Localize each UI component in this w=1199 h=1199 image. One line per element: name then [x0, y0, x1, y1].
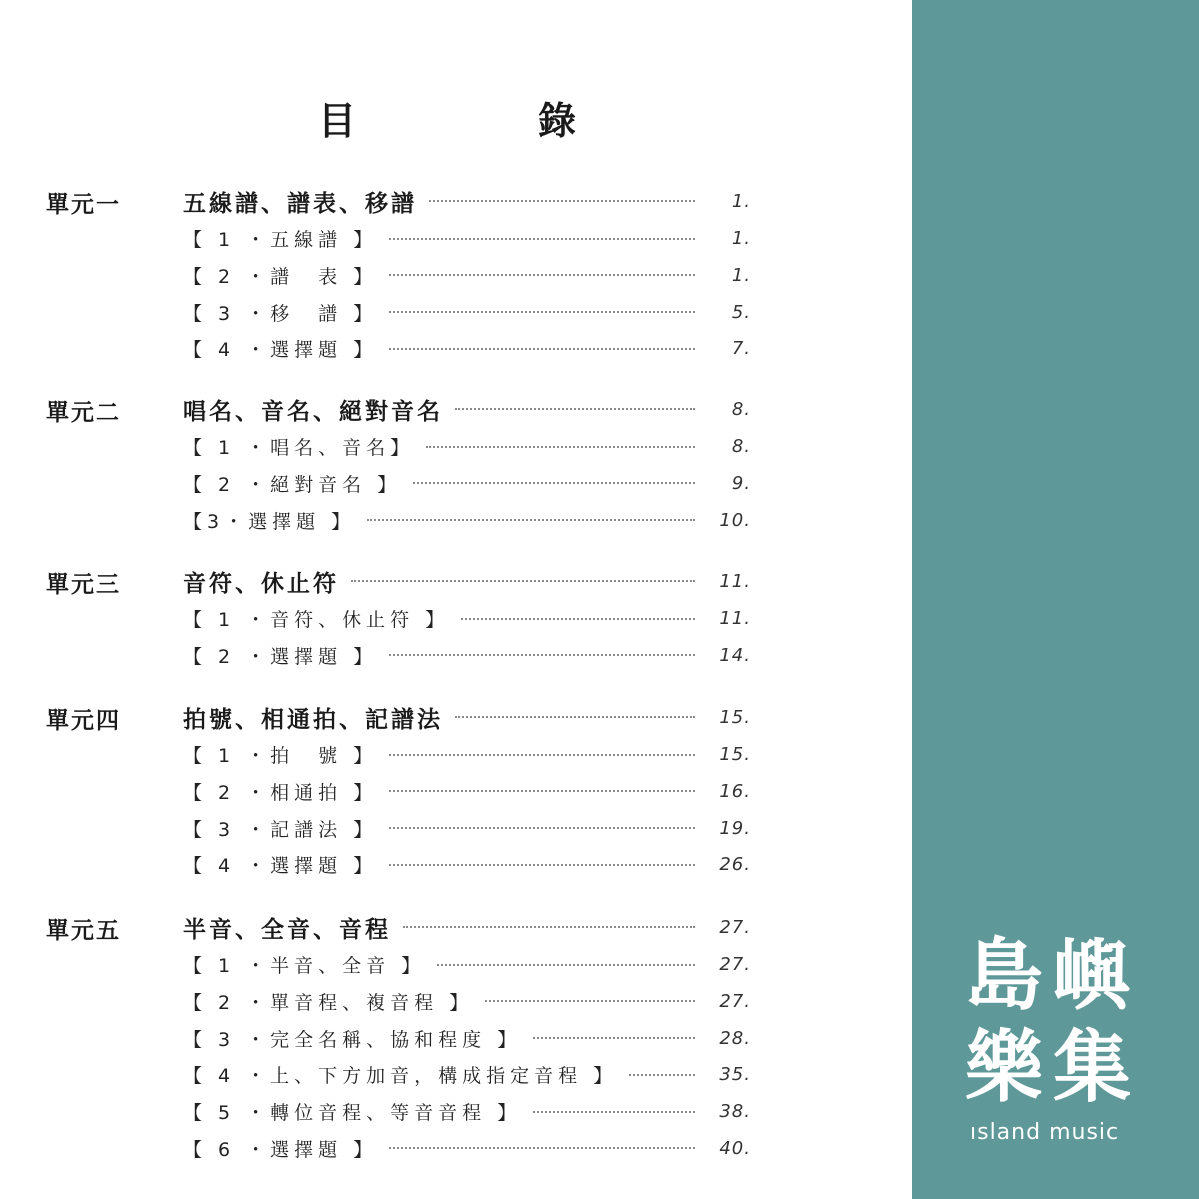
unit-label: 單元四 — [46, 707, 121, 734]
toc-item-row-text: 【 1 ・半音、全音 】 — [183, 955, 426, 978]
toc-item-row-text: 【 1 ・音符、休止符 】 — [183, 609, 450, 632]
toc-item-row[interactable] — [183, 1021, 751, 1055]
toc-item-row-text: 【 1 ・五線譜 】 — [183, 229, 378, 252]
dot-leader — [437, 964, 695, 966]
toc-item-row-text: 【 5 ・轉位音程、等音音程 】 — [183, 1102, 522, 1124]
toc-item-row[interactable] — [183, 984, 751, 1018]
toc-item-row-text: 【 2 ・絕對音名 】 — [183, 473, 402, 496]
page-number: 27. — [719, 954, 751, 976]
dot-leader — [389, 274, 695, 276]
toc-item-row-text: 【 2 ・單音程、複音程 】 — [183, 991, 474, 1014]
page-number: 19. — [719, 817, 751, 839]
toc-item-row-text: 【3・選擇題 】 — [183, 510, 356, 533]
page-number: 8. — [731, 398, 751, 420]
unit-title-row-text: 唱名、音名、絕對音名 — [183, 397, 443, 425]
brand-name-english: ısland music — [970, 1120, 1120, 1145]
toc-item-row-text: 【 1 ・拍 號 】 — [183, 745, 378, 768]
dot-leader — [367, 519, 695, 521]
dot-leader — [533, 1111, 695, 1113]
dot-leader — [389, 1147, 695, 1149]
unit-title-row-text: 音符、休止符 — [183, 569, 339, 597]
toc-item-row-text: 【 3 ・移 譜 】 — [183, 302, 378, 325]
dot-leader — [629, 1074, 695, 1076]
dot-leader — [389, 348, 695, 350]
dot-leader — [389, 238, 695, 240]
brand-name-chinese: 島嶼樂集 — [965, 931, 1142, 1113]
page-number: 28. — [719, 1027, 751, 1049]
toc-item-row-text: 【 4 ・上、下方加音，構成指定音程 】 — [183, 1065, 618, 1088]
page-number: 1. — [731, 264, 751, 286]
toc-item-row-text: 【 3 ・記譜法 】 — [183, 818, 378, 841]
unit-label: 單元三 — [46, 571, 121, 598]
unit-title-row[interactable] — [183, 564, 751, 598]
toc-item-row[interactable] — [183, 430, 751, 464]
page-number: 11. — [719, 570, 751, 592]
toc-item-row[interactable] — [183, 222, 751, 256]
page-number: 27. — [719, 916, 751, 938]
dot-leader — [403, 926, 695, 928]
toc-item-row[interactable] — [183, 602, 751, 636]
page-number: 11. — [719, 608, 751, 630]
toc-item-row[interactable] — [183, 466, 751, 500]
dot-leader — [389, 864, 695, 866]
dot-leader — [485, 1000, 695, 1002]
dot-leader — [455, 408, 695, 410]
toc-item-row-text: 【 6 ・選擇題 】 — [183, 1138, 378, 1161]
toc-item-row[interactable] — [183, 332, 751, 366]
page-number: 1. — [731, 190, 751, 212]
dot-leader — [351, 580, 695, 582]
toc-item-row-text: 【 1 ・唱名、音名】 — [183, 437, 415, 460]
unit-title-row-text: 拍號、相通拍、記譜法 — [183, 705, 443, 733]
unit-title-row[interactable] — [183, 184, 751, 218]
page-number: 26. — [719, 854, 751, 876]
dot-leader — [389, 754, 695, 756]
toc-item-row[interactable] — [183, 738, 751, 772]
dot-leader — [389, 311, 695, 313]
unit-label: 單元一 — [46, 191, 121, 218]
dot-leader — [389, 654, 695, 656]
page-number: 10. — [719, 509, 751, 531]
dot-leader — [461, 618, 695, 620]
dot-leader — [455, 716, 695, 718]
toc-item-row[interactable] — [183, 1058, 751, 1092]
page-number: 7. — [731, 338, 751, 360]
dot-leader — [413, 482, 695, 484]
toc-item-row[interactable] — [183, 948, 751, 982]
page-number: 14. — [719, 644, 751, 666]
dot-leader — [389, 790, 695, 792]
toc-item-row-text: 【 2 ・選擇題 】 — [183, 645, 378, 668]
unit-title-row[interactable] — [183, 392, 751, 426]
dot-leader — [389, 827, 695, 829]
unit-label: 單元二 — [46, 399, 121, 426]
page-title: 目 錄 — [318, 98, 649, 143]
page-number: 9. — [731, 472, 751, 494]
page-number: 27. — [719, 990, 751, 1012]
page-number: 15. — [719, 744, 751, 766]
toc-item-row[interactable] — [183, 811, 751, 845]
page-number: 35. — [719, 1064, 751, 1086]
dot-leader — [533, 1037, 695, 1039]
unit-title-row-text: 半音、全音、音程 — [183, 915, 391, 943]
page-number: 8. — [731, 436, 751, 458]
toc-item-row[interactable] — [183, 258, 751, 292]
brand-logo — [960, 930, 1150, 1145]
unit-title-row[interactable] — [183, 700, 751, 734]
unit-title-row[interactable] — [183, 910, 751, 944]
toc-item-row[interactable] — [183, 848, 751, 882]
page-number: 1. — [731, 228, 751, 250]
toc-item-row[interactable] — [183, 503, 751, 537]
toc-item-row-text: 【 3 ・完全名稱、協和程度 】 — [183, 1028, 522, 1051]
dot-leader — [426, 446, 695, 448]
toc-item-row[interactable] — [183, 774, 751, 808]
toc-item-row[interactable] — [183, 1131, 751, 1165]
unit-label: 單元五 — [46, 917, 121, 944]
page-number: 16. — [719, 780, 751, 802]
page-number: 15. — [719, 706, 751, 728]
toc-item-row-text: 【 4 ・選擇題 】 — [183, 855, 378, 878]
toc-item-row-text: 【 4 ・選擇題 】 — [183, 339, 378, 362]
toc-item-row[interactable] — [183, 295, 751, 329]
unit-title-row-text: 五線譜、譜表、移譜 — [183, 189, 417, 217]
dot-leader — [429, 200, 695, 202]
toc-item-row-text: 【 2 ・相通拍 】 — [183, 781, 378, 804]
toc-item-row[interactable] — [183, 1095, 751, 1129]
page-number: 5. — [731, 301, 751, 323]
page-number: 40. — [719, 1137, 751, 1159]
toc-item-row-text: 【 2 ・譜 表 】 — [183, 265, 378, 288]
page-number: 38. — [719, 1101, 751, 1122]
toc-item-row[interactable] — [183, 638, 751, 672]
